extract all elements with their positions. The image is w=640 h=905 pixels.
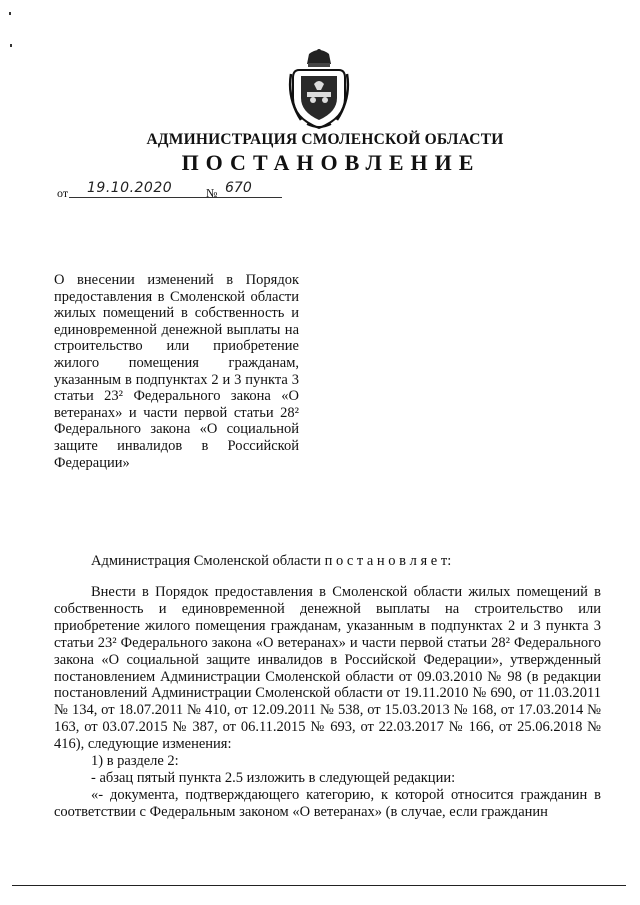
handwritten-number: 670	[225, 180, 252, 196]
number-prefix: №	[206, 186, 218, 200]
list-subitem: - абзац пятый пункта 2.5 изложить в следующей редакции:	[91, 769, 456, 786]
date-prefix: от	[57, 186, 69, 200]
document-type: ПОСТАНОВЛЕНИЕ	[181, 150, 481, 175]
organization-name: АДМИНИСТРАЦИЯ СМОЛЕНСКОЙ ОБЛАСТИ	[146, 131, 504, 148]
document-body	[54, 584, 601, 821]
scan-speck	[9, 12, 11, 15]
smolensk-coat-of-arms-icon	[287, 48, 351, 130]
scan-speck	[10, 44, 12, 47]
enacting-clause: Администрация Смоленской области п о с т а н о в л я е т:	[91, 553, 452, 569]
handwritten-date: 19.10.2020	[87, 180, 173, 196]
number-underline	[218, 197, 282, 198]
date-number-line	[57, 180, 317, 200]
body-paragraph: Внести в Порядок предоставления в Смоленской области жилых помещений в собственность и единовременной денежной выплаты на строительство или приобретение жилого помещения гражданам, указанным в подпунктах 2 и 3 пункта 3 статьи 23² Федерального закона «О ветеранах» и части первой статьи 28² Федерального закона «О социальной защите инвалидов в Российской Федерации», утвержденный постановлением Администрации Смоленской области от 09.03.2010 № 98 (в редакции постановлений Администрации Смоленской области от 19.11.2010 № 690, от 11.03.2011 № 134, от 18.07.2011 № 410, от 12.09.2011 № 538, от 15.03.2013 № 168, от 17.03.2014 № 163, от 03.07.2015 № 387, от 06.11.2015 № 693, от 22.03.2017 № 166, от 25.06.2018 № 416), следующие изменения:	[54, 584, 601, 753]
list-item: 1) в разделе 2:	[91, 753, 179, 770]
document-title: О внесении изменений в Порядок предоставления в Смоленской области жилых помещений в собственность и единовременной денежной выплаты на строительство или приобретение жилого помещения гражданам, указанным в подпунктах 2 и 3 пункта 3 статьи 23² Федерального закона «О ветеранах» и части первой статьи 28² Федерального закона «О социальной защите инвалидов в Российской Федерации»	[54, 272, 299, 471]
quoted-paragraph: «- документа, подтверждающего категорию, к которой относится гражданин в соответствии с Федеральным законом «О ветеранах» (в случае, если гражданин	[54, 786, 601, 820]
page-bottom-edge	[12, 885, 626, 886]
